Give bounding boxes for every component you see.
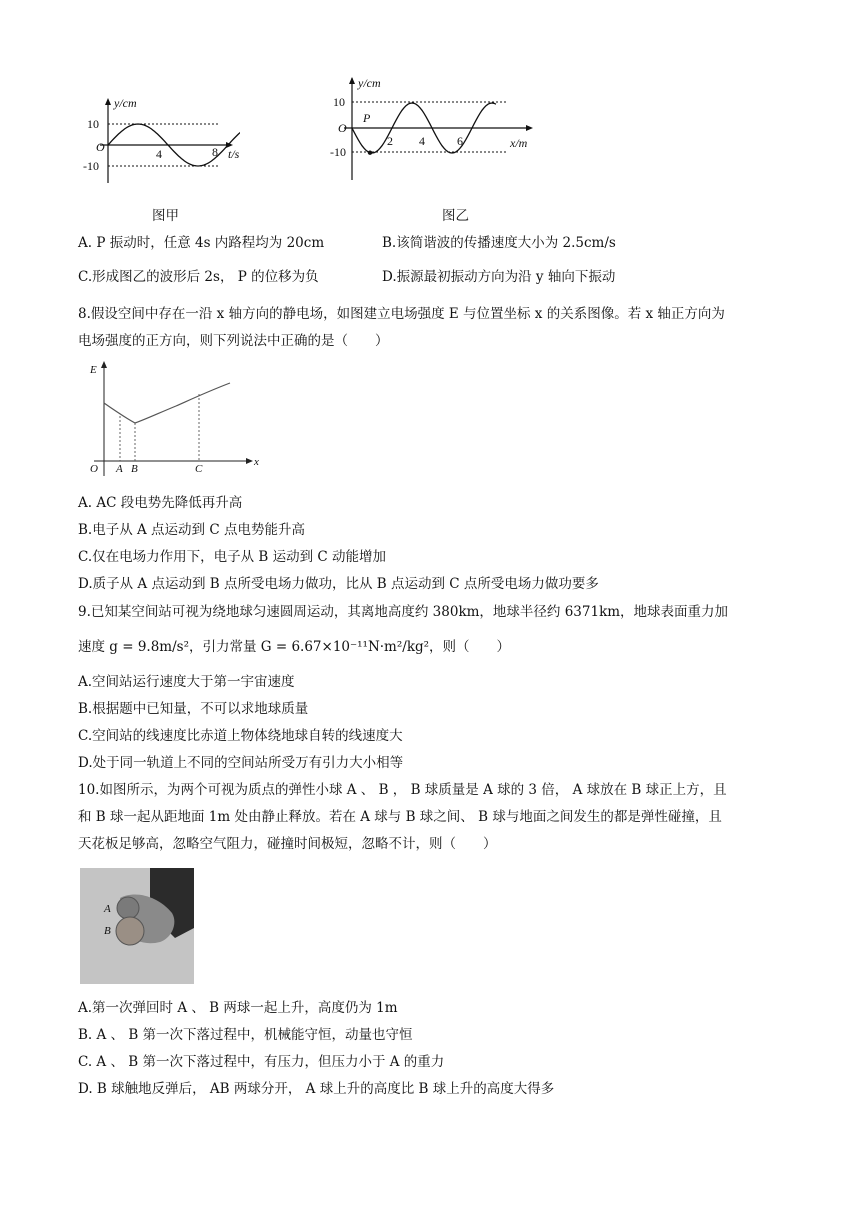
q10-stem-line2: 和 B 球一起从距地面 1m 处由静止释放。若在 A 球与 B 球之间、 B 球与地面之间发生的都是弹性碰撞，且 [78,809,722,825]
x-axis-label: x [254,456,259,468]
y-axis-label: y/cm [358,76,381,90]
q9-option-b: B.根据题中已知量，不可以求地球质量 [78,701,309,717]
q8-option-d: D.质子从 A 点运动到 B 点所受电场力做功，比从 B 点运动到 C 点所受电场力做功要多 [78,576,599,592]
tick-10: 10 [87,117,99,131]
q10-stem-line3: 天花板足够高，忽略空气阻力，碰撞时间极短，忽略不计，则（ ） [78,836,497,852]
q10-option-a: A.第一次弹回时 A 、 B 两球一起上升，高度仍为 1m [78,1000,398,1016]
q8-option-c: C.仅在电场力作用下，电子从 B 运动到 C 动能增加 [78,549,387,565]
q10-option-b: B. A 、 B 第一次下落过程中，机械能守恒，动量也守恒 [78,1027,413,1043]
x-axis-arrow [526,125,533,131]
tick-6: 6 [457,134,463,148]
figure-jia-graph [80,95,240,185]
x-axis-label: t/s [228,147,240,161]
tick-4: 4 [156,147,162,161]
figure-yi-caption: 图乙 [442,208,469,224]
photo-label-a: A [104,903,111,915]
e-curve [104,383,230,423]
y-axis-label: y/cm [114,96,137,110]
point-p-marker [368,151,372,155]
e-axis-arrow [101,361,107,368]
origin-label: O [90,463,98,475]
y-axis-arrow [349,77,355,84]
tick-8: 8 [212,145,218,159]
q7-option-c: C.形成图乙的波形后 2s， P 的位移为负 [78,269,319,285]
origin-label: O [338,121,347,135]
tick-2: 2 [387,134,393,148]
x-axis-label: x/m [510,136,528,150]
hand-balls-illustration [80,868,194,984]
y-axis-arrow [105,98,111,105]
ball-a [117,897,139,919]
q8-stem-line2: 电场强度的正方向，则下列说法中正确的是（ ） [78,333,389,349]
q8-option-b: B.电子从 A 点运动到 C 点电势能升高 [78,522,305,538]
origin-label: O [96,140,105,154]
q7-option-a: A. P 振动时，任意 4s 内路程均为 20cm [78,235,325,251]
ball-b [116,917,144,945]
figure-jia-caption: 图甲 [152,208,179,224]
e-axis-label: E [90,364,97,376]
q7-option-b: B.该简谐波的传播速度大小为 2.5cm/s [382,235,616,251]
q10-photo-hand-holding-balls [80,868,194,984]
q9-option-d: D.处于同一轨道上不同的空间站所受万有引力大小相等 [78,755,404,771]
figure-yi-graph [330,75,540,183]
q8-stem-line1: 8.假设空间中存在一沿 x 轴方向的静电场，如图建立电场强度 E 与位置坐标 x 的关系图像。若 x 轴正方向为 [78,306,725,322]
point-b-label: B [131,463,138,475]
q7-option-d: D.振源最初振动方向为沿 y 轴向下振动 [382,269,616,285]
q9-stem-line2: 速度 g = 9.8m/s²，引力常量 G = 6.67×10⁻¹¹N·m²/kg²，则（ ） [78,639,511,655]
q9-option-a: A.空间站运行速度大于第一宇宙速度 [78,674,295,690]
tick-neg10: -10 [83,159,99,173]
point-p-label: P [363,111,371,125]
q10-stem-line1: 10.如图所示，为两个可视为质点的弹性小球 A 、 B ， B 球质量是 A 球的 3 倍， A 球放在 B 球正上方，且 [78,782,727,798]
tick-neg10: -10 [330,145,346,159]
tick-10: 10 [333,95,345,109]
q9-option-c: C.空间站的线速度比赤道上物体绕地球自转的线速度大 [78,728,403,744]
photo-label-b: B [104,925,111,937]
q8-e-x-graph [84,358,264,478]
tick-4: 4 [419,134,425,148]
x-axis-arrow [246,458,253,464]
q10-option-c: C. A 、 B 第一次下落过程中，有压力，但压力小于 A 的重力 [78,1054,445,1070]
point-c-label: C [195,463,203,475]
q9-stem-line1: 9.已知某空间站可视为绕地球匀速圆周运动，其离地高度约 380km，地球半径约 6371km，地球表面重力加 [78,604,729,620]
point-a-label: A [116,463,123,475]
q10-option-d: D. B 球触地反弹后， AB 两球分开， A 球上升的高度比 B 球上升的高度大得多 [78,1081,555,1097]
q8-option-a: A. AC 段电势先降低再升高 [78,495,243,511]
